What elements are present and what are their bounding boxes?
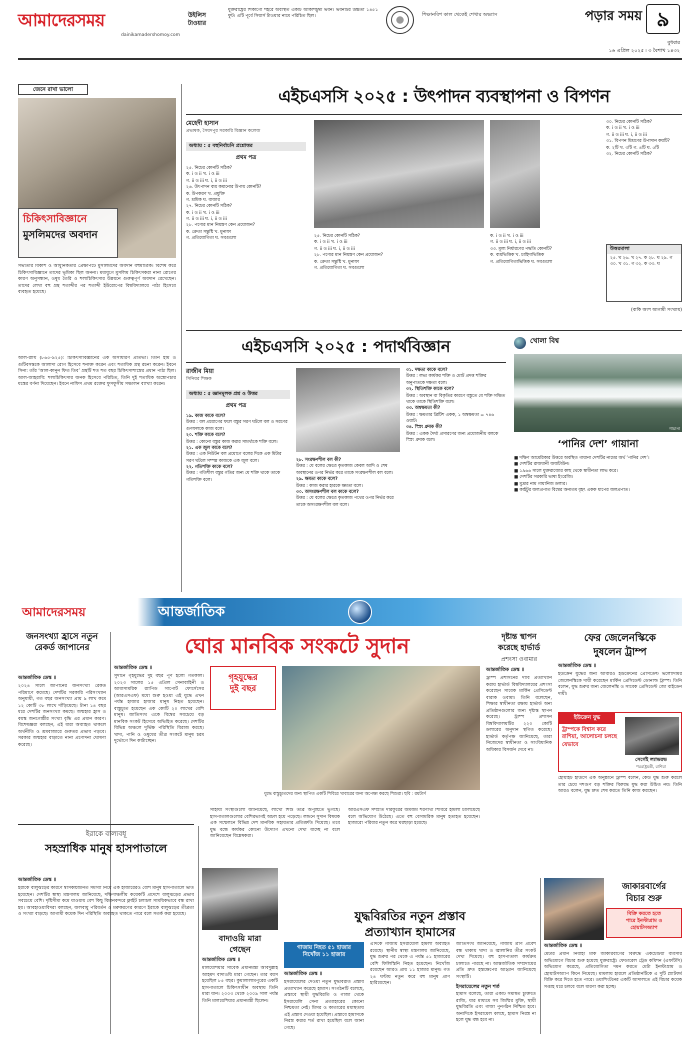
sudan-title: ঘোর মানবিক সংকটে সুদান <box>184 634 410 658</box>
fact-point: ■ কাইটুর জলপ্রপাত বিশ্বের অন্যতম বৃহৎ একক ধাপের জলপ্রপাত। <box>514 487 630 493</box>
sudan-body-2: সাহায্য সংস্থাগুলো জানিয়েছে, লাখো শিশু তীব্র অপুষ্টিতে ভুগছে। হাসপাতালগুলোর বেশিরভাগই অচল হয়ে পড়েছে। লন্ডনে সুদান বিষয়ক এক সম্মেলনে বিভিন্ন দেশ মানবিক সহায়তার প্রতিশ্রুতি দিয়েছে। তবে যুদ্ধ বন্ধে কার্যকর কোনো উদ্যোগ এখনো দেখা যাচ্ছে না বলে জানিয়েছেন বিশ্লেষকরা। <box>210 808 340 840</box>
mcq-line: ২৮. পণ্যের মান নিয়ন্ত্রণ কেন প্রয়োজন? <box>186 223 255 229</box>
mcq-line: গ. প্রতিযোগিতা ঘ. সবগুলো <box>186 236 237 242</box>
jene-rakha-title-2: মুসলিমদের অবদান <box>23 229 98 241</box>
hsc-physics-rule <box>186 362 506 363</box>
jene-rakha-title-1: চিকিৎসাবিজ্ঞানে <box>23 214 87 225</box>
zuckerberg-inset-line-3: হোয়াটসঅ্যাপ <box>630 924 658 931</box>
gaza-sub-heading: ইসরায়েলের নতুন শর্ত <box>456 984 500 990</box>
sudan-badge-line-2: দুই বছর <box>229 684 257 695</box>
gaza-inset-line-1: গাজায় নিহত ৫১ হাজার <box>297 945 351 951</box>
fact-point: ■ দেশটির রাজধানী জর্জটাউন। <box>514 462 570 468</box>
mcq-line: ২৫. নিচের কোনটি সঠিক? <box>186 166 233 171</box>
qa-answer: উত্তর : লভ্য কার্যকর শক্তি ও মোট প্রদত্ত শক্তির অনুপাতকে দক্ষতা বলে। <box>406 374 487 386</box>
column-divider <box>181 84 182 592</box>
zuckerberg-inset-line-2: পারে ইনস্টাগ্রাম ও <box>625 917 663 924</box>
mcq-line: গ. ii ও iii ঘ. i, ii ও iii <box>490 240 531 246</box>
qa-question: ১৯. কাজ কাকে বলে? <box>186 414 226 419</box>
masthead-section: পড়ার সময় <box>584 9 642 24</box>
masthead-rule <box>18 58 682 60</box>
mcq-line: ক. ২টি খ. ৩টি গ. ৪টি ঘ. ৫টি <box>606 145 659 151</box>
hsc-production-paper: প্রথম পত্র <box>235 155 257 161</box>
students-photo <box>490 120 540 228</box>
zuckerberg-title-1: জাকারবার্গের <box>621 882 666 892</box>
ukraine-quote-box <box>558 712 682 772</box>
qa-question: ২১. এক জুল কাকে বলে? <box>186 445 233 451</box>
masthead <box>0 0 700 75</box>
harvard-title-1: দৃষ্টান্ত স্থাপন <box>501 632 537 641</box>
section-rule <box>186 330 682 331</box>
khola-bishwa-title: ‘পানির দেশ’ গায়ানা <box>557 439 639 450</box>
qa-answer: উত্তর : যে বলের ক্ষেত্রে কৃতকাজ পথের ওপর নির্ভর করে তাকে অসংরক্ষণশীল বল বলে। <box>296 496 394 508</box>
mcq-line: ক. ক্রেতা সন্তুষ্টি খ. মুনাফা <box>186 229 231 235</box>
badawi-photo <box>202 868 278 930</box>
hsc-physics-qa-right <box>406 368 506 592</box>
jene-rakha-body-2: আল-রাযি (৮৬৫-৯২৫): চিকিৎসাবিজ্ঞানের এক অসাধারণ প্রতিভা। তিনি হাম ও গুটিবসন্তকে আলাদা রোগ হিসেবে শনাক্ত করেন এবং শতাধিক গ্রন্থ রচনা করেন। ইবনে সিনা: তাঁর ‘আল-কানুন ফিত তিব’ গ্রন্থটি শত শত বছর চিকিৎসাশাস্ত্রের প্রধান পাঠ্য ছিল। আল-জাহরাবি: শল্যচিকিৎসার জনক হিসেবে পরিচিত, তিনি দুই শতাধিক অস্ত্রোপচার যন্ত্রের বর্ণনা দিয়েছেন। ইবনে নাফিস প্রথম রক্তের ফুসফুসীয় সঞ্চালন ব্যাখ্যা করেন। <box>18 356 176 388</box>
qa-answer: উত্তর : অবস্থান বা বিকৃতির কারণে বস্তুতে যে শক্তি সঞ্চিত থাকে তাকে স্থিতিশক্তি বলে। <box>406 393 506 405</box>
gaza-inset-line-2: নিখোঁজ ১১ হাজার <box>302 952 346 959</box>
masthead-day: বুধবার <box>667 40 680 46</box>
hsc-production-chapter: অধ্যায় : ৫ বহুনির্বাচনি প্রশ্নোত্তর <box>186 142 306 151</box>
antorjatik-logo[interactable]: আমাদেরসময় <box>22 605 86 619</box>
zuckerberg-body: মেটার প্রধান নির্বাহী মার্ক জাকারবার্গের বিরুদ্ধে একচেটিয়া ব্যবসার অভিযোগে বিচার শুরু হয়েছে যুক্তরাষ্ট্রে। ফেডারেল ট্রেড কমিশন (এফটিসি) অভিযোগ করেছে, প্রতিযোগিতা দমন করতে মেটা ইনস্টাগ্রাম ও হোয়াটসঅ্যাপ কিনে নিয়েছে। মামলায় হারলে প্রতিষ্ঠানটিকে এ দুটি প্ল্যাটফর্ম বিক্রি করে দিতে হতে পারে। ওয়াশিংটনের একটি আদালতে এই বিচার কয়েক সপ্তাহ ধরে চলবে বলে ধারণা করা হচ্ছে। <box>544 952 682 990</box>
harvard-story <box>486 632 552 872</box>
sudan-badge-line-1: গৃহযুদ্ধের <box>228 673 258 683</box>
gaza-title-2: প্রত্যাখ্যান হামাসের <box>364 925 456 939</box>
mcq-line: গ. ii ও iii ঘ. i, ii ও iii <box>314 246 355 252</box>
lavrov-desc: পররাষ্ট্রমন্ত্রী, রাশিয়া <box>636 764 666 769</box>
mcq-line: ২৭. নিচের কোনটি সঠিক? <box>186 204 233 210</box>
sudan-story <box>114 632 480 904</box>
masthead-website[interactable]: dainikamadershomoy.com <box>120 33 180 38</box>
qa-question: ৩১. দক্ষতা কাকে বলে? <box>406 368 448 373</box>
sudan-photo <box>282 666 480 790</box>
gaza-story <box>284 908 536 1034</box>
waterfall-caption: গায়ানা <box>669 426 680 431</box>
mcq-line: গ. প্রতিযোগিতাভিত্তিক ঘ. সবগুলো <box>490 259 553 265</box>
mcq-line: ২৮. পণ্যের মান নিয়ন্ত্রণ কেন প্রয়োজন? <box>314 253 383 259</box>
hsc-production-mcq-mid <box>314 234 484 319</box>
hsc-production-author-desc: প্রভাষক, সৈয়দপুর সরকারি বিজ্ঞান কলেজ <box>186 129 261 134</box>
jene-rakha-body: সভ্যতার বিকাশ ও আধুনিকতার প্রেক্ষাপটে মুসলিমদের অবদান বহুমাত্রিক। বিশেষ করে চিকিৎসাবিজ্ঞানে তাদের ভূমিকা ছিল অনন্য। মধ্যযুগে মুসলিম চিকিৎসকরা নানা রোগের কারণ অনুসন্ধান, ওষুধ তৈরি ও শল্যচিকিৎসার উন্নয়নে গুরুত্বপূর্ণ অবদান রেখেছেন। তাদের লেখা বহু গ্রন্থ শতাব্দীর পর শতাব্দী ইউরোপের বিশ্ববিদ্যালয়ে পাঠ্য হিসেবে ব্যবহৃত হয়েছে। <box>18 264 176 296</box>
mcq-line: ৩৩. মূল্য নির্ধারণের পদ্ধতি কোনটি? <box>490 246 553 252</box>
fact-point: ■ দেশটির সরকারি ভাষা ইংরেজি। <box>514 475 574 481</box>
gaza-body-3: জাতিসংঘ জানিয়েছে, গাজায় ত্রাণ প্রবেশ বন্ধ থাকায় খাদ্য ও জ্বালানির তীব্র সংকট দেখা দিয়েছে। বহু হাসপাতাল কার্যক্রম চালাতে পারছে না। আন্তর্জাতিক সম্প্রদায়ের প্রতি দ্রুত হস্তক্ষেপের আহ্বান জানিয়েছে সংস্থাটি। <box>456 942 536 980</box>
khola-bishwa-section <box>514 336 682 592</box>
hsc-production-rule <box>186 114 682 115</box>
qa-question: ২৮. সংরক্ষণশীল বল কী? <box>296 458 342 463</box>
answers-list: ২৫. ঘ ২৬. খ ২৭. ক ২৮. ঘ ২৯. গ ৩০. খ ৩১. গ ৩২. ক ৩৩. ঘ <box>610 255 673 268</box>
qa-answer: উত্তর : ক্ষমতার ব্রিটিশ একক, ১ অশ্বক্ষমতা = ৭৪৬ ওয়াট। <box>406 412 495 424</box>
hsc-physics-paper: প্রথম পত্র <box>225 403 247 409</box>
qa-question: ৩৪. স্প্রিং ধ্রুবক কী? <box>406 425 443 431</box>
japan-story <box>18 632 106 818</box>
sudan-body-3: আরএসএফ সম্প্রতি দারফুরের জমজম শরণার্থী শিবিরে হামলা চালিয়েছে বলে অভিযোগ উঠেছে। এতে বহু বেসামরিক মানুষ হতাহত হয়েছেন। হাজারো পরিবার নতুন করে ঘরছাড়া হয়েছে। <box>348 808 480 827</box>
gaza-body-2: এদিকে গাজায় ইসরায়েলি হামলা অব্যাহত রয়েছে। স্থানীয় স্বাস্থ্য মন্ত্রণালয় জানিয়েছে, যুদ্ধ শুরুর পর থেকে এ পর্যন্ত ৫১ হাজারের বেশি ফিলিস্তিনি নিহত হয়েছেন। নিখোঁজ রয়েছেন আরও প্রায় ১১ হাজার মানুষ। গত ২৪ ঘণ্টায় নতুন করে বহু মানুষ প্রাণ হারিয়েছেন। <box>370 942 450 987</box>
gaza-body: ইসরায়েলের দেওয়া নতুন যুদ্ধবিরতি প্রস্তাব প্রত্যাখ্যান করেছে হামাস। সংগঠনটি বলেছে, প্রস্তাবে স্থায়ী যুদ্ধবিরতি ও গাজা থেকে ইসরায়েলি সেনা প্রত্যাহারের কোনো নিশ্চয়তা নেই। মিসর ও কাতারের মধ্যস্থতায় এই প্রস্তাব দেওয়া হয়েছিল। প্রস্তাবে হামাসকে নিরস্ত্র করার শর্ত রাখা হয়েছিল বলে জানা গেছে। <box>284 980 364 1031</box>
globe-icon <box>348 600 372 624</box>
hsc-production-mcq-left <box>186 166 306 316</box>
masthead-logo[interactable]: আমাদেরসময় <box>18 10 176 32</box>
japan-body: ২০২৪ সালে জাপানের জনসংখ্যা রেকর্ড পরিমাণে কমেছে। দেশটির সরকারি পরিসংখ্যান অনুযায়ী, গত বছর জনসংখ্যা প্রায় ৯ লাখ কমে ১২ কোটি ৩৮ লাখে দাঁড়িয়েছে। টানা ১৪ বছর ধরে দেশটির জনসংখ্যা কমছে। জন্মহার হ্রাস ও বয়স্ক জনগোষ্ঠীর সংখ্যা বৃদ্ধি এর প্রধান কারণ। বিশেষজ্ঞরা বলছেন, এই ধারা অব্যাহত থাকলে অর্থনীতি ও শ্রমবাজারে গুরুতর প্রভাব পড়বে। সরকার জন্মহার বাড়াতে নানা প্রণোদনা ঘোষণা করেছে। <box>18 684 106 748</box>
antorjatik-banner <box>18 598 682 626</box>
qa-answer: উত্তর : বল প্রয়োগের ফলে বস্তুর সরণ ঘটলে বল ও সরণের গুণফলকে কাজ বলে। <box>186 420 288 432</box>
harvard-title-2: করেছে হার্ভার্ড <box>498 643 540 652</box>
badawi-title-2: গেছেন <box>229 945 251 954</box>
hsc-production-mcq-right <box>490 234 600 319</box>
gaza-inset <box>284 942 364 968</box>
badawi-story <box>202 908 278 1034</box>
qa-question: ৩০. অসংরক্ষণশীল বল কাকে বলে? <box>296 489 359 495</box>
iraq-body: ইরাকে বালুঝড়ের কারণে শ্বাসকষ্টজনিত সমস্যা নিয়ে এক হাজারেরও বেশি মানুষ হাসপাতালে ভর্তি হয়েছেন। দেশটির স্বাস্থ্য মন্ত্রণালয় জানিয়েছে, দক্ষিণাঞ্চলীয় কয়েকটি প্রদেশে বালুঝড়ের প্রভাব সবচেয়ে বেশি। দৃষ্টিসীমা কমে যাওয়ায় বেশ কিছু বিমানবন্দরে ফ্লাইট চলাচল সাময়িকভাবে বন্ধ রাখা হয়। আবহাওয়াবিদরা বলছেন, জলবায়ু পরিবর্তন ও মরুকরণের কারণে ইরাকে বালুঝড়ের তীব্রতা ও সংখ্যা বাড়ছে। আগামী কয়েক দিন পরিস্থিতি অব্যাহত থাকতে পারে বলে সতর্ক করা হয়েছে। <box>18 886 194 918</box>
mcq-line: ২৫. নিচের কোনটি সঠিক? <box>314 234 361 239</box>
hsc-production-continue: (বাকি অংশ আগামী সংখ্যায়) <box>631 308 682 313</box>
mcq-line: ক. i ও ii খ. i ও iii <box>606 126 640 132</box>
mcq-line: ৩০. নিচের কোনটি সঠিক? <box>606 120 653 125</box>
iraq-title: সহস্রাধিক মানুষ হাসপাতালে <box>45 842 167 855</box>
qa-question: ২০. শক্তি কাকে বলে? <box>186 433 226 439</box>
qa-answer: উত্তর : যে বলের ক্ষেত্রে কৃতকাজ কেবল আদি ও শেষ অবস্থানের ওপর নির্ভর করে তাকে সংরক্ষণশীল বল বলে। <box>296 464 394 476</box>
sudan-badge <box>210 666 276 710</box>
jene-rakha-section <box>18 84 176 592</box>
zuckerberg-photo <box>544 878 604 940</box>
qa-question: ৩২. স্থিতিশক্তি কাকে বলে? <box>406 387 455 393</box>
fact-point: ■ ১৯৬৬ সালে যুক্তরাজ্যের কাছ থেকে স্বাধীনতা লাভ করে। <box>514 468 618 474</box>
lavrov-photo <box>625 717 679 755</box>
hsc-production-title: এইচএসসি ২০২৫ : উৎপাদন ব্যবস্থাপনা ও বিপণন <box>278 87 610 107</box>
mcq-line: ২৬. উৎপাদন ব্যয় কমানোর উপায় কোনটি? <box>186 185 262 191</box>
badawi-desk: আন্তর্জাতিক ডেস্ক ॥ <box>202 958 240 963</box>
hsc-production-author: মেহেদী হাসান <box>186 120 219 127</box>
qa-answer: উত্তর : গতিশীল বস্তুর গতির জন্য যে শক্তি থাকে তাকে গতিশক্তি বলে। <box>186 471 281 483</box>
hsc-physics-author-desc: সিনিয়র শিক্ষক <box>186 377 212 382</box>
sudan-caption: যুদ্ধে বাস্তুচ্যুতদের জন্য স্থাপিত একটি শিবিরে খাবারের জন্য অপেক্ষা করছে শিশুরা। ছবি : রয়টার্স <box>264 792 426 797</box>
sudan-body: সুদানে গৃহযুদ্ধের দুই বছর পূর্ণ হলো গতকাল। ২০২৩ সালের ১৫ এপ্রিল সেনাবাহিনী ও আধাসামরিক র‌্যাপিড সাপোর্ট ফোর্সেসের (আরএসএফ) মধ্যে শুরু হওয়া এই যুদ্ধে এখন পর্যন্ত হাজার হাজার মানুষ নিহত হয়েছেন। বাস্তুচ্যুত হয়েছেন এক কোটি ২০ লাখের বেশি মানুষ। জাতিসংঘ একে বিশ্বের সবচেয়ে বড় মানবিক সংকট হিসেবে অভিহিত করেছে। দেশটির বিভিন্ন অঞ্চলে দুর্ভিক্ষ পরিস্থিতি বিরাজ করছে। খাদ্য, পানি ও ওষুধের তীব্র সংকটে মানুষ চরম দুর্ভোগে দিন কাটাচ্ছেন। <box>114 674 204 745</box>
mcq-line: গ. ii ও iii ঘ. i, ii ও iii <box>186 178 227 184</box>
iraq-desk: আন্তর্জাতিক ডেস্ক ॥ <box>18 878 56 883</box>
gaza-title-1: যুদ্ধবিরতির নতুন প্রস্তাব <box>354 909 466 923</box>
antorjatik-label: আন্তর্জাতিক <box>158 604 225 620</box>
khola-bishwa-label-box <box>514 336 682 350</box>
mcq-line: ৩১. বিপণন মিশ্রণের উপাদান কয়টি? <box>606 139 670 145</box>
japan-title: জনসংখ্যা হ্রাসে নতুন রেকর্ড জাপানের <box>26 632 98 654</box>
qa-answer: উত্তর : কাজ করার হারকে ক্ষমতা বলে। <box>296 483 363 489</box>
gaza-desk: আন্তর্জাতিক ডেস্ক ॥ <box>284 972 322 977</box>
zuckerberg-story <box>544 878 682 1034</box>
zelensky-title-2: দুষলেন ট্রাম্প <box>593 647 647 658</box>
japan-desk: আন্তর্জাতিক ডেস্ক ॥ <box>18 676 56 681</box>
mcq-line: ক. i ও ii খ. i ও iii <box>314 240 348 246</box>
students-writing-photo <box>296 368 400 452</box>
mcq-line: গ. ii ও iii ঘ. i, ii ও iii <box>186 217 227 222</box>
khola-bishwa-label: খোলা বিশ্ব <box>530 337 560 345</box>
waterfall-photo <box>514 354 682 432</box>
hsc-physics-title: এইচএসসি ২০২৫ : পদার্থবিজ্ঞান <box>241 337 451 356</box>
jene-rakha-label: জেনে রাখা ভালো <box>18 84 88 95</box>
globe-icon <box>514 337 526 349</box>
seal-icon <box>386 6 414 34</box>
zelensky-title-1: ফের জেলেনস্কিকে <box>584 633 656 644</box>
harvard-desk: আন্তর্জাতিক ডেস্ক ॥ <box>486 668 524 673</box>
zuckerberg-desk: আন্তর্জাতিক ডেস্ক ॥ <box>544 944 582 949</box>
column-divider <box>540 878 541 1034</box>
gaza-body-4: হামাস বলেছে, তারা একটি সমন্বিত চুক্তিতে রাজি, যার মাধ্যমে সব জিম্মির মুক্তি, স্থায়ী যুদ্ধবিরতি এবং গাজা পুনর্গঠন নিশ্চিত হবে। অন্যদিকে ইসরায়েল বলছে, হামাস নিরস্ত্র না হলে যুদ্ধ বন্ধ হবে না। <box>456 992 536 1024</box>
hsc-physics-section <box>186 336 506 592</box>
masthead-notice: শিক্ষানবিশ কাল থেকেই শেখার অভ্যাস <box>422 12 498 18</box>
harvard-body: ট্রাম্প প্রশাসনের দাবি প্রত্যাখ্যান করায় হার্ভার্ড বিশ্ববিদ্যালয়ের প্রশংসা করেছেন সাবেক মার্কিন প্রেসিডেন্ট বারাক ওবামা। তিনি বলেছেন, শিক্ষার স্বাধীনতা রক্ষায় হার্ভার্ড অন্য প্রতিষ্ঠানগুলোর জন্য দৃষ্টান্ত স্থাপন করেছে। ট্রাম্প প্রশাসন বিশ্ববিদ্যালয়টির ২২০ কোটি ডলারের অনুদান স্থগিত করেছে। হার্ভার্ড কর্তৃপক্ষ জানিয়েছে, তারা নিজেদের স্বাধীনতা ও সাংবিধানিক অধিকার বিসর্জন দেবে না। <box>486 676 552 753</box>
zelensky-body: ইউক্রেন যুদ্ধের জন্য আবারও ইউক্রেনের প্রেসিডেন্ট ভলোদিমির জেলেনস্কিকে দায়ী করেছেন মার্কিন প্রেসিডেন্ট ডোনাল্ড ট্রাম্প। তিনি বলেন, যুদ্ধ শুরুর জন্য জেলেনস্কি ও সাবেক প্রেসিডেন্ট জো বাইডেন দায়ী। <box>558 672 682 697</box>
zuckerberg-title-2: বিচার শুরু <box>626 894 662 904</box>
harvard-subtitle: প্রশংসা ওবামার <box>500 656 538 663</box>
mcq-line: ক. ক্রেতা সন্তুষ্টি খ. মুনাফা <box>314 259 359 265</box>
lavrov-name: সের্গেই ল্যাভরভ <box>635 757 667 763</box>
mcq-line: ক. i ও ii খ. i ও iii <box>490 234 524 239</box>
willis-text: যুক্তরাষ্ট্রের শিকাগো শহরে অবস্থিত একটি আকাশচুম্বী ভবন। ভবনটির উচ্চতা ১৪৫১ ফুট। এটি পূর্বে সিয়ার্স টাওয়ার নামে পরিচিত ছিল। <box>228 8 378 20</box>
khola-bishwa-points <box>514 456 682 586</box>
badawi-body: মালয়েশিয়ার সাবেক প্রধানমন্ত্রী আবদুল্লাহ আহমদ বাদাওয়ি মারা গেছেন। তার বয়স হয়েছিল ৮৫ বছর। কুয়ালালামপুরের একটি হাসপাতালে চিকিৎসাধীন অবস্থায় তিনি মারা যান। ২০০৩ থেকে ২০০৯ সাল পর্যন্ত তিনি মালয়েশিয়ার প্রধানমন্ত্রী ছিলেন। <box>202 966 278 1004</box>
fact-point: ■ মুদ্রার নাম গায়ানিজ ডলার। <box>514 481 567 487</box>
zuckerberg-inset-line-1: বিক্রি করতে হতে <box>627 911 661 917</box>
mcq-line: ক. উপকরণ খ. প্রযুক্তি <box>186 191 225 197</box>
mcq-line: ক. i ও ii খ. i ও iii <box>186 172 220 178</box>
qa-question: ২২. গতিশক্তি কাকে বলে? <box>186 465 233 470</box>
iraq-kicker: ইরাকে বাল্যবধূ <box>85 830 127 838</box>
qa-answer: উত্তর : একক দৈর্ঘ্য প্রসারণের জন্য প্রয়োজনীয় বলকে স্প্রিং ধ্রুবক বলে। <box>406 431 499 444</box>
hsc-physics-qa-left <box>186 414 290 592</box>
mcq-line: গ. প্রতিযোগিতা ঘ. সবগুলো <box>314 265 365 271</box>
qa-question: ২৯. ক্ষমতা কাকে বলে? <box>296 477 338 483</box>
zelensky-desk: আন্তর্জাতিক ডেস্ক ॥ <box>558 664 596 669</box>
qa-answer: উত্তর : এক নিউটন বল প্রয়োগে বলের দিকে এক মিটার সরণ ঘটলে সম্পন্ন কাজকে এক জুল বলে। <box>186 452 282 464</box>
hsc-physics-qa-mid <box>296 458 400 592</box>
section-rule <box>18 824 194 825</box>
jene-rakha-title-box <box>18 208 118 258</box>
hsc-physics-chapter: অধ্যায় : ৫ জ্ঞানমূলক প্রশ্ন ও উত্তর <box>186 390 290 399</box>
page-number: ৯ <box>656 7 670 31</box>
ukraine-quote: ট্রাম্পকে বিশ্বাস করে রাশিয়া, আলোচনা চলছে যেভাবে <box>562 727 617 748</box>
fact-point: ■ দক্ষিণ আমেরিকার উত্তরে অবস্থিত গায়ানা দেশটির নামের অর্থ ‘পানির দেশ’। <box>514 456 650 461</box>
exam-hall-photo <box>314 120 484 228</box>
mcq-line: ক. ব্যয়ভিত্তিক খ. চাহিদাভিত্তিক <box>490 253 545 259</box>
answers-label: উত্তরমালা <box>607 245 681 254</box>
ukraine-side-label: ইউক্রেন যুদ্ধ <box>559 713 615 724</box>
mcq-line: গ. ii ও iii ঘ. i, ii ও iii <box>606 132 647 138</box>
mcq-line: ৩২. নিচের কোনটি সঠিক? <box>606 151 653 157</box>
zelensky-body-2: হোয়াইট হাউসে এক অনুষ্ঠানে ট্রাম্প বলেন, কেউ যুদ্ধ শুরু করলে তার চেয়ে দশগুণ বড় শক্তির বিরুদ্ধে যুদ্ধ করা উচিত নয়। তিনি আরও বলেন, যুদ্ধ দ্রুত শেষ করতে তিনি কাজ করছেন। <box>558 776 682 795</box>
qa-answer: উত্তর : কোনো বস্তুর কাজ করার সামর্থ্যকে শক্তি বলে। <box>186 439 278 445</box>
badawi-title-1: বাদাওয়ি মারা <box>218 934 262 943</box>
hsc-physics-author: রাজীব মিয়া <box>186 368 214 375</box>
mcq-line: গ. শ্রমিক ঘ. বাজার <box>186 197 220 203</box>
zuckerberg-inset <box>606 908 682 938</box>
zelensky-story <box>558 632 682 872</box>
sudan-desk: আন্তর্জাতিক ডেস্ক ॥ <box>114 666 152 671</box>
qa-question: ৩৩. অশ্বক্ষমতা কী? <box>406 406 441 412</box>
answers-box <box>606 244 682 302</box>
hsc-production-section <box>186 84 682 324</box>
column-divider <box>198 826 199 1034</box>
mcq-line: ক. i ও ii খ. i ও iii <box>186 210 220 216</box>
willis-title: উইলিস টাওয়ার <box>188 12 206 27</box>
masthead-date: ১৬ এপ্রিল ২০২৫ ৷ ৩ বৈশাখ ১৪৩২ <box>608 48 680 54</box>
page-number-badge <box>646 4 680 34</box>
